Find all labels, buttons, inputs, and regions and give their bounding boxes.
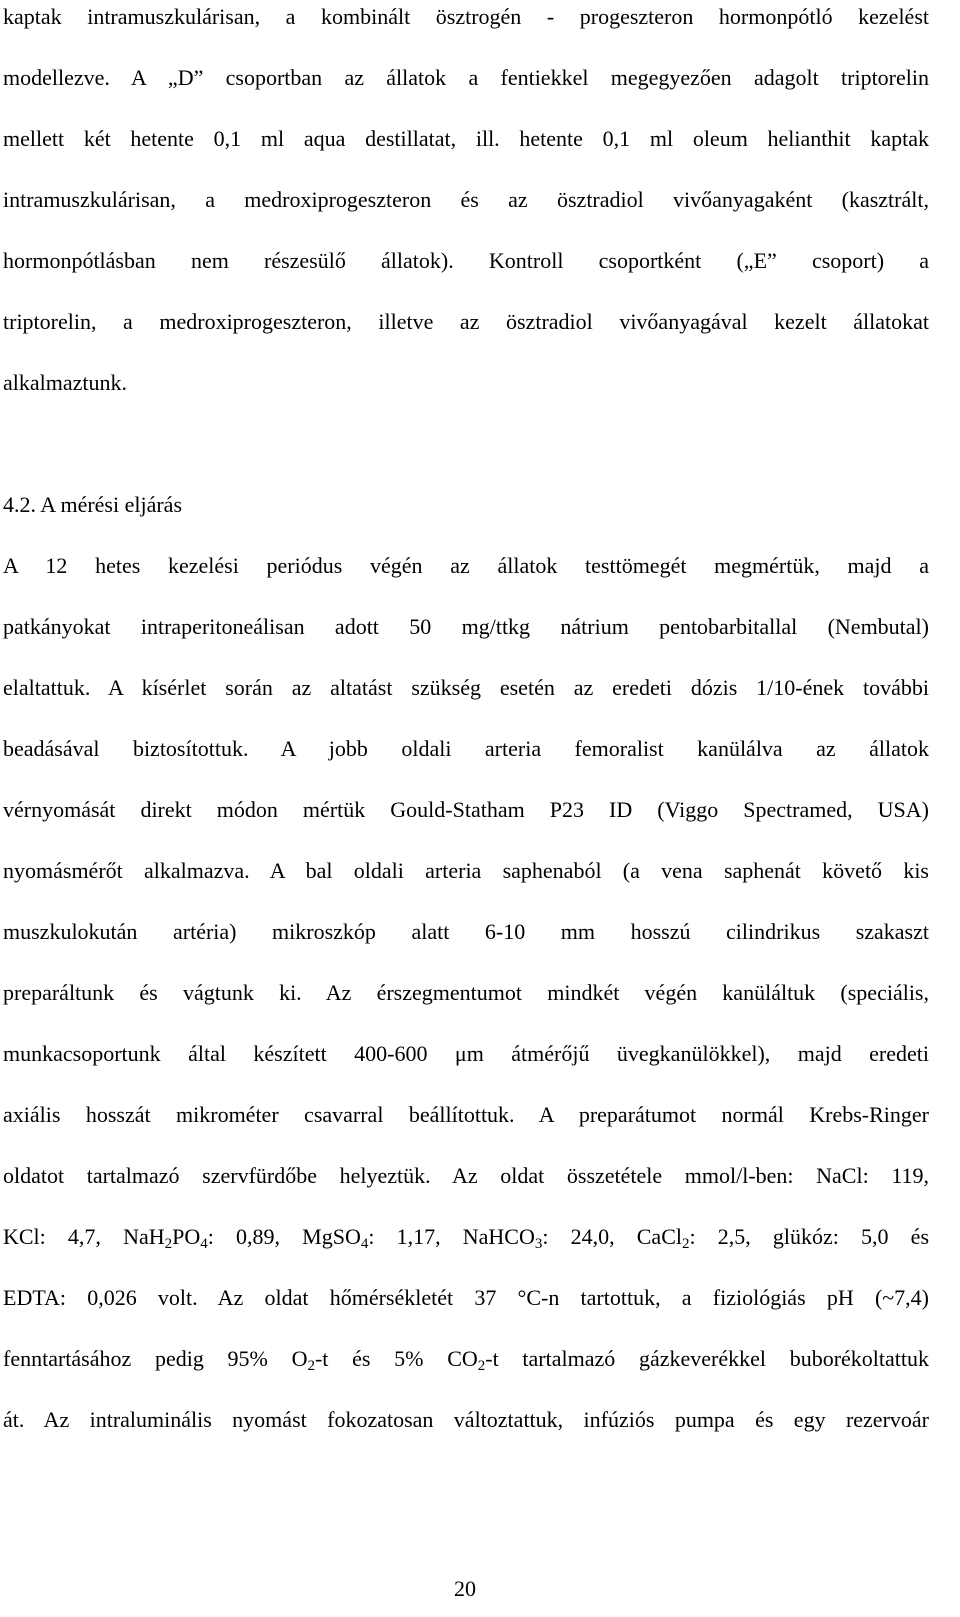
text-line: oldatot tartalmazó szervfürdőbe helyeztük. Az oldat összetétele mmol/l-ben: NaCl: 119, (3, 1163, 929, 1188)
text-line: axiális hosszát mikrométer csavarral beállítottuk. A preparátumot normál Krebs-Ringer (3, 1102, 929, 1127)
text-line: alkalmaztunk. (3, 370, 128, 395)
text-line: beadásával biztosítottuk. A jobb oldali arteria femoralist kanülálva az állatok (3, 736, 929, 761)
text-segment: PO (172, 1224, 201, 1249)
subscript: 2 (307, 1358, 315, 1374)
subscript: 2 (682, 1236, 690, 1252)
text-line: nyomásmérőt alkalmazva. A bal oldali arteria saphenaból (a vena saphenát követő kis (3, 858, 929, 883)
page-number: 20 (454, 1576, 476, 1601)
text-line: modellezve. A „D” csoportban az állatok a fentiekkel megegyezően adagolt triptorelin (3, 65, 929, 90)
text-line: EDTA: 0,026 volt. Az oldat hőmérsékletét 37 °C-n tartottuk, a fiziológiás pH (~7,4) (3, 1285, 929, 1310)
subscript: 2 (477, 1358, 486, 1374)
text-segment: -t és 5% CO (314, 1346, 478, 1371)
text-segment: : 24,0, CaCl (542, 1224, 682, 1249)
text-line: mellett két hetente 0,1 ml aqua destillatat, ill. hetente 0,1 ml oleum helianthit kaptak (3, 126, 929, 151)
subscript: 2 (164, 1236, 173, 1252)
text-line-gases (3, 1344, 929, 1374)
text-segment: : 1,17, NaHCO (368, 1224, 535, 1249)
text-line: át. Az intraluminális nyomást fokozatosan változtattuk, infúziós pumpa és egy rezervoár (3, 1407, 929, 1432)
text-segment: fenntartásához pedig 95% O (3, 1346, 308, 1371)
text-line: elaltattuk. A kísérlet során az altatást szükség esetén az eredeti dózis 1/10-ének további (3, 675, 929, 700)
text-segment: KCl: 4,7, NaH (3, 1224, 165, 1249)
text-segment: : 2,5, glükóz: 5,0 és (689, 1224, 930, 1249)
text-line: preparáltunk és vágtunk ki. Az érszegmentumot mindkét végén kanüláltuk (speciális, (3, 980, 929, 1005)
text-line: A 12 hetes kezelési periódus végén az állatok testtömegét megmértük, majd a (3, 553, 929, 578)
text-line: munkacsoportunk által készített 400-600 μm átmérőjű üvegkanülökkel), majd eredeti (3, 1041, 929, 1066)
text-line: kaptak intramuszkulárisan, a kombinált ösztrogén - progeszteron hormonpótló kezelést (3, 4, 929, 29)
subscript: 3 (534, 1236, 543, 1252)
text-segment: -t tartalmazó gázkeverékkel buborékoltattuk (485, 1346, 929, 1371)
text-line: hormonpótlásban nem részesülő állatok). Kontroll csoportként („E” csoport) a (3, 248, 929, 273)
text-line-formulas (3, 1222, 929, 1252)
text-line: muszkulokután artéria) mikroszkóp alatt 6-10 mm hosszú cilindrikus szakaszt (3, 919, 929, 944)
text-segment: : 0,89, MgSO (207, 1224, 361, 1249)
subscript: 4 (360, 1236, 369, 1252)
subscript: 4 (200, 1236, 208, 1252)
section-heading: 4.2. A mérési eljárás (3, 492, 183, 517)
text-line: triptorelin, a medroxiprogeszteron, illetve az ösztradiol vivőanyagával kezelt állatokat (3, 309, 929, 334)
text-line: patkányokat intraperitoneálisan adott 50 mg/ttkg nátrium pentobarbitallal (Nembutal) (3, 614, 929, 639)
text-line: intramuszkulárisan, a medroxiprogeszteron és az ösztradiol vivőanyagaként (kasztrált, (3, 187, 929, 212)
text-line: vérnyomását direkt módon mértük Gould-Statham P23 ID (Viggo Spectramed, USA) (3, 797, 929, 822)
